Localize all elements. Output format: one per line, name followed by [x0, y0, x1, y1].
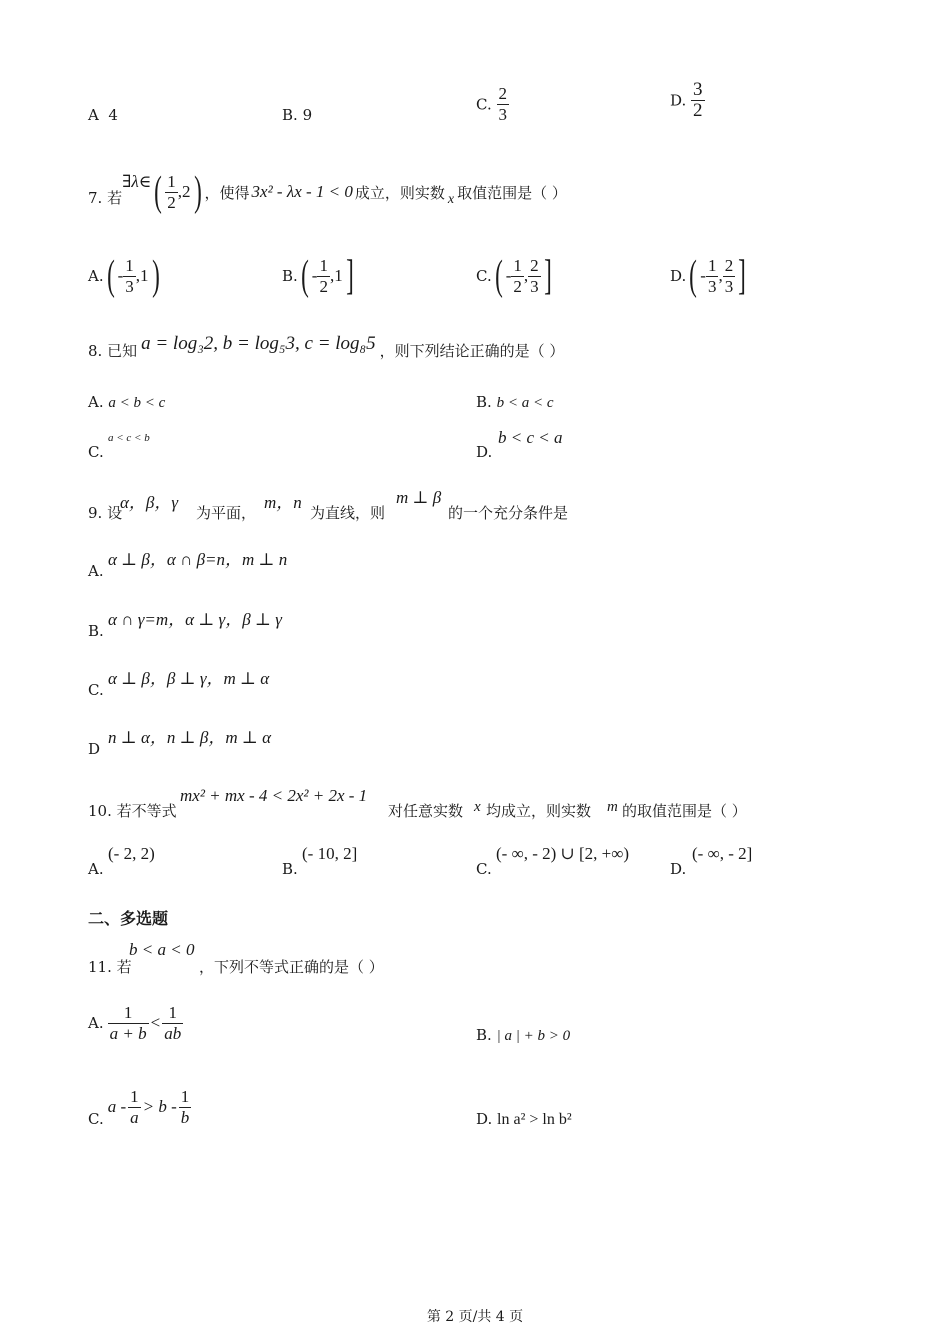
q9-option-c: [88, 664, 488, 700]
math-variable: x: [474, 799, 481, 815]
option-math: α ⊥ β，α ∩ β=n，m ⊥ n: [108, 550, 288, 569]
section-title: 二、多选题: [88, 909, 169, 928]
stem-text: ，使得: [204, 183, 250, 202]
option-label: D.: [670, 91, 687, 110]
denominator: 3: [707, 276, 717, 296]
numerator: 1: [513, 255, 522, 275]
q8-option-b: [476, 393, 553, 412]
comma: ,: [718, 266, 723, 285]
option-label: C.: [88, 1110, 104, 1128]
option-math: a < b < c: [108, 395, 166, 411]
comma: ,: [523, 266, 529, 285]
stem-text: 取值范围是（ ）: [457, 183, 567, 202]
stem-text: 均成立，则实数: [486, 802, 592, 820]
option-label: A.: [88, 1014, 104, 1032]
question-8-stem: [88, 333, 564, 363]
question-9-stem: [88, 488, 688, 522]
numerator: 1: [319, 255, 328, 275]
interval-end: ,1: [329, 266, 343, 285]
question-number: 7. 若: [88, 189, 123, 207]
fraction: [108, 1003, 149, 1044]
left-paren: (: [154, 169, 163, 215]
option-label: C.: [476, 267, 492, 285]
option-math: | a | + b > 0: [496, 1028, 571, 1044]
question-7-stem: [88, 164, 567, 220]
left-paren: (: [689, 253, 698, 299]
fraction: [723, 256, 736, 297]
left-paren: (: [494, 253, 503, 299]
option-math: (- ∞, - 2]: [692, 844, 753, 863]
q6-option-b: [282, 106, 312, 124]
stem-text: 为平面，: [196, 504, 257, 522]
stem-text: 成立，则实数: [354, 183, 445, 202]
math-variable: x: [447, 192, 455, 207]
minus-sign: -: [311, 266, 318, 285]
q9-option-a: [88, 545, 488, 581]
q7-option-d: [670, 248, 749, 304]
denominator: 2: [693, 100, 703, 121]
option-label: B.: [282, 106, 298, 124]
numerator: 2: [530, 255, 539, 275]
option-label: C.: [88, 681, 104, 699]
numerator: 1: [108, 1003, 149, 1024]
option-label: B.: [88, 622, 104, 640]
option-math: > b -: [142, 1097, 177, 1116]
q6-option-d: [670, 80, 705, 121]
fraction: [179, 1087, 192, 1128]
fraction: [123, 256, 136, 297]
option-math: ln a² > ln b²: [497, 1111, 572, 1128]
option-label: C.: [88, 443, 104, 461]
option-label: A.: [88, 267, 104, 285]
math-variable: m: [607, 799, 618, 815]
math-condition: ∃λ∈: [122, 172, 152, 191]
denominator: 2: [167, 192, 176, 212]
left-paren: (: [106, 253, 115, 299]
q11-option-a: [88, 998, 183, 1048]
math-given: a = log₃2, b = log₅3, c = log₈5: [141, 333, 376, 354]
right-bracket: ]: [543, 253, 552, 299]
option-math: n ⊥ α，n ⊥ β，m ⊥ α: [108, 728, 272, 747]
denominator: 3: [125, 276, 134, 296]
denominator: ab: [164, 1023, 182, 1043]
option-label: B.: [476, 1026, 492, 1044]
q11-option-d: [476, 1110, 572, 1129]
option-math: α ∩ γ=m，α ⊥ γ，β ⊥ γ: [108, 610, 282, 629]
option-math: α ⊥ β，β ⊥ γ，m ⊥ α: [108, 669, 270, 688]
q9-option-d: [88, 723, 488, 759]
fraction: [165, 172, 178, 213]
minus-sign: -: [117, 266, 124, 285]
question-number: 10. 若不等式: [88, 802, 177, 820]
fraction: [128, 1087, 141, 1128]
q7-option-b: [282, 248, 357, 304]
fraction: [497, 84, 510, 125]
option-value: 9: [302, 106, 313, 124]
denominator: 3: [530, 276, 539, 296]
option-label: B.: [476, 393, 492, 411]
interval-end: ,2: [177, 182, 191, 201]
denominator: a + b: [109, 1023, 147, 1043]
option-math: b < a < c: [496, 395, 554, 411]
numerator: 1: [167, 171, 176, 191]
q9-option-b: [88, 605, 488, 641]
question-10-stem: [88, 786, 848, 820]
option-value: 4: [108, 106, 118, 124]
option-label: A.: [88, 860, 104, 878]
fraction: [317, 256, 330, 297]
stem-text: 的取值范围是（ ）: [622, 802, 747, 820]
numerator: 1: [707, 255, 717, 275]
option-label: B.: [282, 267, 298, 285]
numerator: 1: [130, 1086, 139, 1106]
denominator: 3: [724, 276, 734, 296]
math-inequality: mx² + mx - 4 < 2x² + 2x - 1: [180, 786, 368, 805]
q10-option-b: [282, 844, 462, 878]
q10-option-c: [476, 844, 666, 878]
stem-text: 的一个充分条件是: [448, 504, 569, 522]
q6-option-c: [476, 84, 509, 125]
q6-option-a: [88, 106, 118, 124]
q7-option-c: [476, 248, 555, 304]
numerator: 1: [162, 1003, 183, 1024]
option-label: C.: [476, 95, 492, 114]
q7-option-a: [88, 248, 163, 304]
option-math: a < c < b: [108, 432, 150, 444]
math-planes: α，β，γ: [120, 493, 179, 512]
fraction: [706, 256, 719, 297]
stem-text: ，下列不等式正确的是（ ）: [199, 958, 384, 976]
option-math: a -: [107, 1097, 127, 1116]
question-11-stem: [88, 940, 588, 976]
q11-option-b: [476, 1026, 570, 1045]
math-condition: b < a < 0: [129, 940, 195, 959]
q10-option-d: [670, 844, 850, 878]
numerator: 1: [180, 1086, 190, 1106]
denominator: 2: [319, 276, 328, 296]
denominator: 2: [513, 276, 522, 296]
option-label: D.: [670, 860, 687, 878]
minus-sign: -: [700, 266, 706, 285]
numerator: 1: [125, 255, 134, 275]
left-paren: (: [300, 253, 309, 299]
option-label: D.: [476, 443, 493, 461]
option-label: D.: [670, 267, 687, 285]
denominator: b: [180, 1107, 190, 1127]
option-label: A: [88, 106, 99, 124]
page-footer: 第 2 页/共 4 页: [426, 1309, 524, 1325]
right-bracket: ]: [738, 253, 747, 299]
math-lines: m，n: [264, 493, 302, 512]
minus-sign: -: [505, 266, 512, 285]
fraction: [691, 80, 705, 121]
interval-end: ,1: [135, 266, 149, 285]
fraction: [528, 256, 541, 297]
stem-text: ，则下列结论正确的是（ ）: [379, 342, 565, 360]
right-paren: ): [193, 169, 202, 215]
fraction: [511, 256, 524, 297]
q8-option-a: [88, 393, 165, 412]
option-label: D: [88, 740, 101, 758]
q10-option-a: [88, 844, 268, 878]
stem-text: 对任意实数: [388, 802, 464, 820]
math-inequality: 3x² - λx - 1 < 0: [251, 182, 353, 201]
option-math: (- ∞, - 2) ∪ [2, +∞): [496, 844, 630, 863]
numerator: 2: [498, 84, 507, 103]
option-label: B.: [282, 860, 298, 878]
option-math: b < c < a: [498, 428, 563, 447]
option-label: A.: [88, 393, 104, 411]
numerator: 3: [693, 79, 703, 100]
denominator: a: [130, 1107, 139, 1127]
right-bracket: ]: [345, 253, 354, 299]
option-math: (- 2, 2): [108, 844, 155, 863]
numerator: 2: [724, 255, 734, 275]
fraction: [162, 1003, 183, 1044]
math-target: m ⊥ β: [396, 488, 442, 507]
stem-text: 为直线，则: [310, 504, 386, 522]
q11-option-c: [88, 1082, 191, 1132]
question-number: 9. 设: [88, 504, 123, 522]
right-paren: ): [151, 253, 160, 299]
operator: <: [150, 1013, 161, 1032]
question-number: 11. 若: [88, 958, 132, 976]
question-number: 8. 已知: [88, 342, 138, 360]
denominator: 3: [498, 105, 507, 124]
option-label: D.: [476, 1110, 493, 1128]
option-label: A.: [88, 562, 104, 580]
option-math: (- 10, 2]: [302, 844, 358, 863]
option-label: C.: [476, 860, 492, 878]
